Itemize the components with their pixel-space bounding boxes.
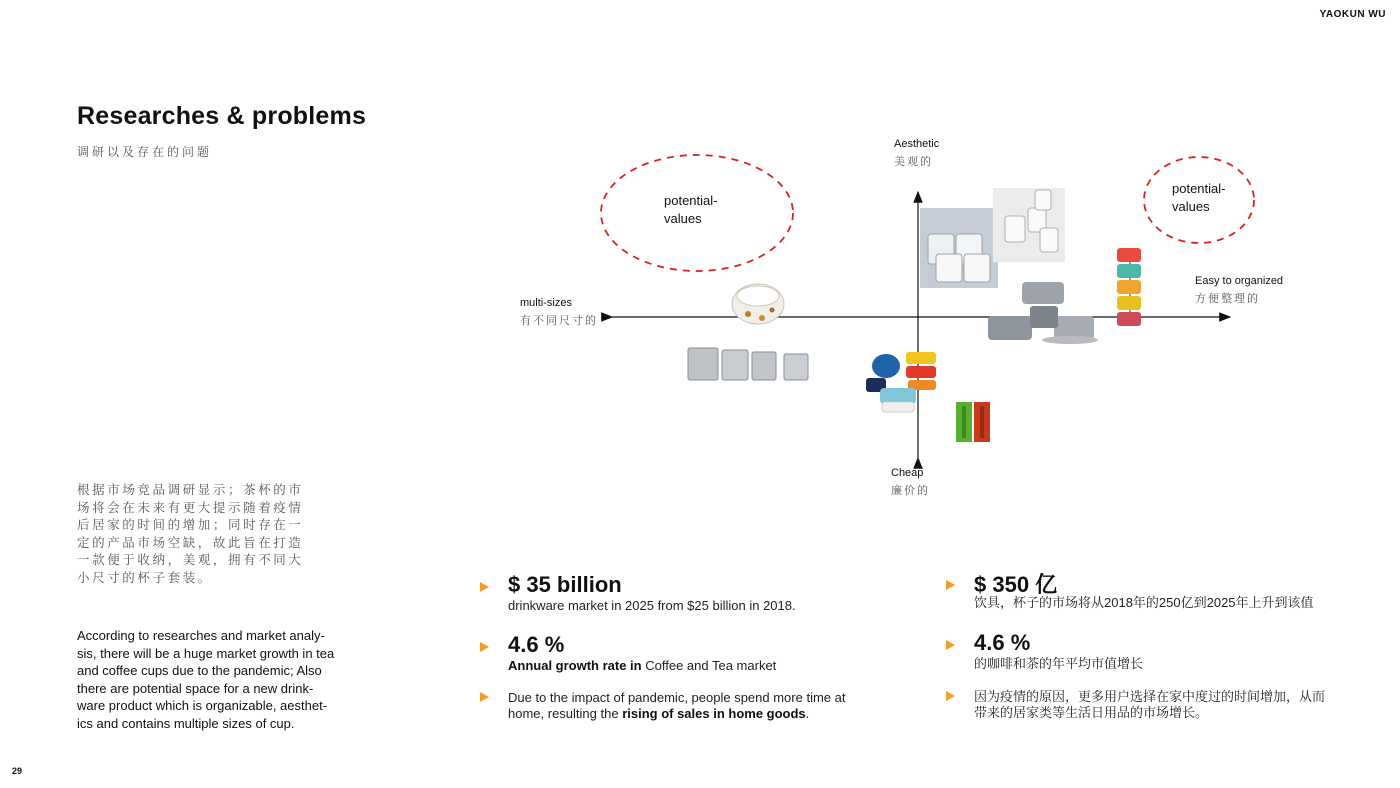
axis-label-top: Aesthetic 美观的 [894, 138, 940, 168]
axis-label-bottom: Cheap 廉价的 [891, 467, 930, 497]
colored-stacking-cups [866, 352, 936, 412]
axis-label-right: Easy to organized 方便整理的 [1195, 275, 1284, 305]
bullet-arrow-icon [946, 640, 955, 650]
white-mug-set-photo [993, 188, 1065, 262]
nested-measuring-cups [732, 284, 784, 324]
page-number: 29 [12, 766, 23, 776]
chinese-paragraph: 根据市场竞品调研显示；茶杯的市 场将会在未来有更大提示随着疫情 后居家的时间的增加；同时存在一 定的产品市场空缺，故此旨在打造 一款便于收纳，美观，拥有不同大 小尺寸的杯子套装。 [77, 483, 304, 585]
colorful-mug-tree [1117, 248, 1141, 326]
bullet-arrow-icon [480, 582, 489, 592]
brand-name: YAOKUN WU [1319, 9, 1386, 20]
page-subtitle: 调研以及存在的问题 [77, 145, 213, 159]
steel-mugs [688, 348, 808, 380]
colored-tumblers [956, 402, 990, 442]
page-title: Researches & problems [77, 102, 367, 130]
white-mugs-photo [920, 208, 998, 288]
axis-label-left: multi-sizes 有不同尺寸的 [520, 297, 598, 327]
positioning-map [500, 130, 1300, 510]
potential-values-label-left: potential- values [664, 193, 718, 226]
bullet-arrow-icon [946, 691, 955, 701]
bullet-arrow-icon [946, 580, 955, 590]
potential-values-label-right: potential- values [1172, 181, 1226, 214]
bullet-arrow-icon [480, 692, 489, 702]
gray-stackable-mugs [988, 282, 1098, 344]
english-paragraph: According to researches and market analy- sis, there will be a huge market growth in tea and coffee cups due to the pandemic; Also there are potential space for a new drink- ware product which is organizable, aesthet- ics and contains multiple sizes of cup. [77, 628, 335, 731]
bullet-arrow-icon [480, 642, 489, 652]
